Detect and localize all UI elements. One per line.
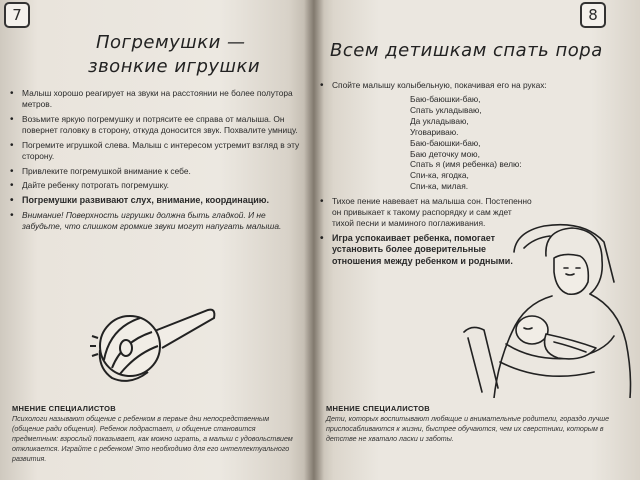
right-bullet-2: • Игра успокаивает ребенка, помогает установить более доверительные отношения между ребенком и родными.: [320, 233, 534, 267]
right-page: [314, 0, 640, 480]
mother-baby-illustration: [454, 212, 634, 398]
left-bullet-4: • Привлеките погремушкой внимание к себе.: [10, 166, 300, 177]
left-bullet-1: • Малыш хорошо реагирует на звуки на расстоянии не более полутора метров.: [10, 88, 300, 110]
right-intro-list: [320, 80, 620, 95]
left-bullet-5: • Дайте ребенку потрогать погремушку.: [10, 180, 300, 191]
left-title-line1: Погремушки —: [96, 32, 246, 53]
page-number-right: 8: [580, 2, 606, 28]
left-opinion-heading: МНЕНИЕ СПЕЦИАЛИСТОВ: [12, 404, 116, 413]
poem-line-6: Баю деточку мою,: [410, 148, 480, 159]
lullaby-poem: [410, 94, 522, 192]
left-bullet-list: [10, 88, 300, 236]
left-bullet-6: • Погремушки развивают слух, внимание, координацию.: [10, 195, 300, 206]
poem-line-3: Да укладываю,: [410, 115, 469, 126]
poem-line-9: Спи-ка, милая.: [410, 181, 469, 192]
left-page: [0, 0, 314, 480]
page-number-left: 7: [4, 2, 30, 28]
book-gutter: [304, 0, 324, 480]
poem-line-8: Спи-ка, ягодка,: [410, 170, 469, 181]
right-opinion-heading: МНЕНИЕ СПЕЦИАЛИСТОВ: [326, 404, 430, 413]
right-bullet-1: • Тихое пение навевает на малыша сон. Постепенно он привыкает к такому распорядку и сам ждет тихой песни и маминого поглаживания.: [320, 196, 534, 230]
poem-line-5: Баю-баюшки-баю,: [410, 137, 481, 148]
rattle-illustration: [90, 288, 220, 388]
left-bullet-2: • Возьмите яркую погремушку и потрясите ее справа от малыша. Он повернет головку в сторону, откуда доносится звук. Похвалите умницу.: [10, 114, 300, 136]
poem-line-1: Баю-баюшки-баю,: [410, 94, 481, 104]
poem-line-2: Спать укладываю,: [410, 104, 482, 115]
left-bullet-7: • Внимание! Поверхность игрушки должна быть гладкой. И не забудьте, что слишком громкие звуки могут напугать малыша.: [10, 210, 300, 232]
left-opinion-text: Психологи называют общение с ребенком в первые дни непосредственным (общение ради общения). Ребенок подрастает, и общение становится предметным: взрослый показывает, как можно играть, а малыш с удовольствием откликается. Играйте с ребенком! Это необходимо для его интеллектуального развития.: [12, 415, 293, 463]
right-title: Всем детишкам спать пора: [330, 40, 603, 61]
right-intro: • Спойте малышу колыбельную, покачивая его на руках:: [320, 80, 620, 91]
left-title-line2: звонкие игрушки: [88, 56, 261, 77]
left-bullet-3: • Погремите игрушкой слева. Малыш с интересом устремит взгляд в эту сторону.: [10, 140, 300, 162]
right-opinion-text: Дети, которых воспитывают любящие и внимательные родители, гораздо лучше приспосабливаются к жизни, быстрее обучаются, чем их сверстники, которым в детстве не хватало ласки и заботы.: [326, 415, 610, 443]
poem-line-4: Уговариваю.: [410, 126, 459, 137]
poem-line-7: Спать я (имя ребенка) велю:: [410, 159, 522, 170]
